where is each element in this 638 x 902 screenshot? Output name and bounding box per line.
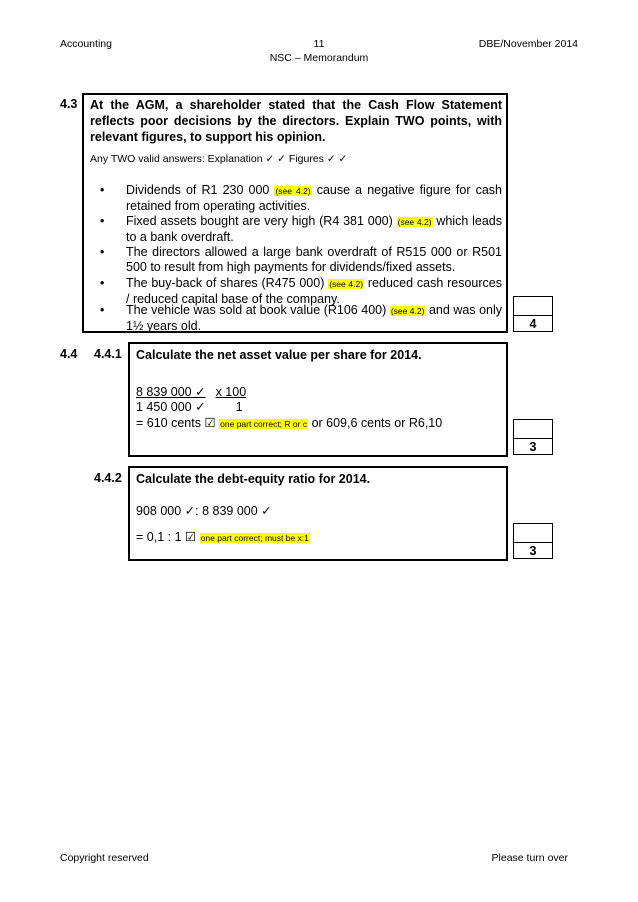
mark-box-4-4-2 — [513, 523, 553, 559]
mark-box-4-3 — [513, 296, 553, 332]
bullet-dot-icon: • — [100, 245, 105, 259]
calc-ratio-answer: = 0,1 : 1 ☑ one part correct; must be x:1 — [136, 530, 309, 544]
question-box-4-4-1 — [128, 342, 508, 457]
header-exam: DBE/November 2014 — [478, 38, 578, 50]
marks-4-4-2: 3 — [529, 544, 537, 558]
footer-copyright: Copyright reserved — [60, 852, 149, 864]
ref-highlight: (see 4.2) — [275, 186, 311, 196]
question-title-4-4-2: Calculate the debt-equity ratio for 2014. — [136, 472, 371, 486]
marks-4-4-1: 3 — [529, 440, 537, 454]
question-number-4-4-2: 4.4.2 — [94, 471, 122, 485]
question-title-4-3: At the AGM, a shareholder stated that the Cash Flow Statement reflects poor decisions by the directors. Explain TWO points, with relevant figures, to support his opinion. — [90, 98, 502, 144]
header-subject: Accounting — [60, 38, 112, 50]
question-box-4-3: At the AGM, a shareholder stated that the Cash Flow Statement reflects poor decisions by the directors. Explain TWO points, with relevant figures, to support his opinion. Any TWO valid answers: Explanation ✓ ✓ Figures ✓ ✓ • Dividends of R1 230 000 (see 4.2) cause a negative figure for cash retained from operating activities. • Fixed assets bought are very high (R4 381 000) (see 4.2) which leads to a bank overdraft. • The directors allowed a large bank overdraft of R515 000 or R501 500 to result from high payments for dividends/fixed assets. • The buy-back of shares (R475 000) (see 4.2) reduced cash resources / reduced capital base of the company. • The vehicle was sold at book value (R106 400) (see 4.2) and was only 1½ years old. — [82, 93, 508, 333]
calc-numerator: 8 839 000 ✓ x 100 — [136, 385, 247, 399]
bullet-dot-icon: • — [100, 276, 105, 290]
calc-ratio: 908 000 ✓: 8 839 000 ✓ — [136, 504, 272, 518]
ref-highlight: (see 4.2) — [329, 279, 364, 289]
mark-box-4-4-1 — [513, 419, 553, 455]
bullet-dot-icon: • — [100, 303, 105, 317]
question-box-4-4-2 — [128, 466, 508, 561]
question-number-4-4: 4.4 — [60, 347, 78, 361]
header-subtitle: NSC – Memorandum — [269, 52, 369, 64]
question-number-4-3: 4.3 — [60, 97, 78, 111]
bullet-dot-icon: • — [100, 214, 105, 228]
calc-answer: = 610 cents ☑ one part correct; R or c or 609,6 cents or R6,10 — [136, 416, 443, 430]
question-title-4-4-1: Calculate the net asset value per share for 2014. — [136, 348, 422, 362]
marking-note: Any TWO valid answers: Explanation ✓ ✓ Figures ✓ ✓ — [90, 153, 348, 165]
marks-4-3: 4 — [529, 317, 537, 331]
marking-highlight: one part correct; R or c — [220, 419, 308, 429]
ref-highlight: (see 4.2) — [390, 306, 425, 316]
calc-denominator: 1 450 000 ✓ 1 — [136, 400, 243, 414]
marking-highlight: one part correct; must be x:1 — [200, 533, 309, 543]
question-number-4-4-1: 4.4.1 — [94, 347, 122, 361]
header-page-number: 11 — [313, 38, 325, 50]
bullet-dot-icon: • — [100, 183, 105, 197]
ref-highlight: (see 4.2) — [397, 217, 432, 227]
footer-turn-over: Please turn over — [491, 852, 568, 864]
